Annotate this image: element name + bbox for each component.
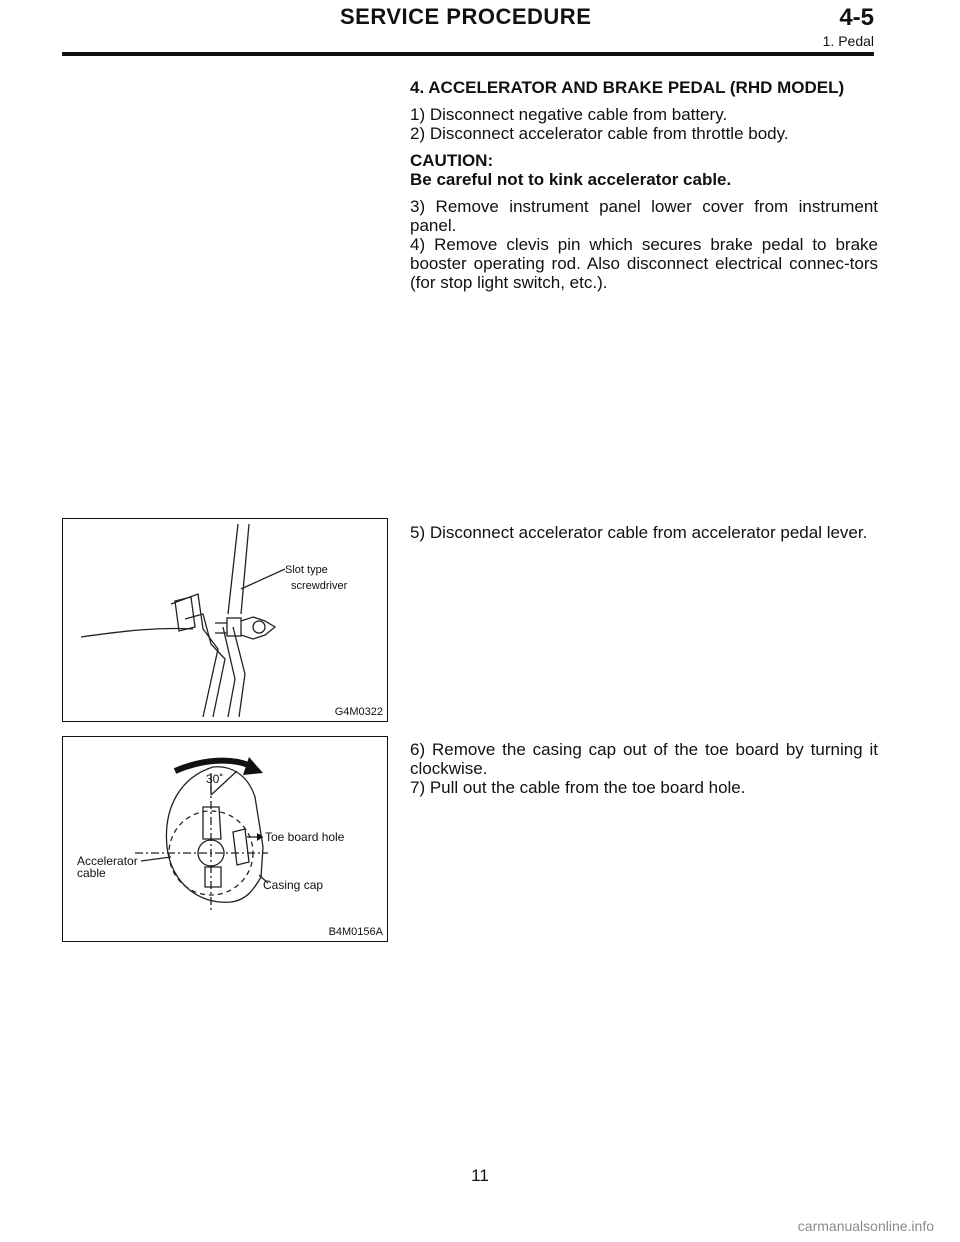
caution-heading: CAUTION: — [410, 151, 494, 170]
step-6: 6) Remove the casing cap out of the toe board by turning it clockwise. — [410, 740, 878, 778]
figure-screwdriver — [62, 518, 388, 722]
caution-text: Be careful not to kink accelerator cable. — [410, 170, 732, 189]
casing-cap-illustration — [63, 737, 387, 941]
casing-cap-label: Casing cap — [263, 878, 324, 892]
figure-casing-cap — [62, 736, 388, 942]
step-4: 4) Remove clevis pin which secures brake pedal to brake booster operating rod. Also disconnect electrical connec-tors (for stop light switch, etc.). — [410, 235, 878, 292]
screwdriver-label: screwdriver — [291, 580, 348, 592]
step-7: 7) Pull out the cable from the toe board hole. — [410, 778, 746, 797]
angle-label: 30˚ — [206, 772, 224, 786]
watermark: carmanualsonline.info — [797, 1218, 934, 1234]
section-number: 4-5 — [839, 4, 874, 31]
header-rule — [62, 52, 874, 56]
cable-label: cable — [77, 866, 106, 880]
section-heading: 4. ACCELERATOR AND BRAKE PEDAL (RHD MODEL) — [410, 78, 845, 97]
step-5: 5) Disconnect accelerator cable from accelerator pedal lever. — [410, 523, 868, 542]
toe-board-hole-label: Toe board hole — [265, 830, 345, 844]
subsection-label: 1. Pedal — [822, 33, 874, 49]
page-title: SERVICE PROCEDURE — [340, 4, 592, 29]
step-1: 1) Disconnect negative cable from battery. — [410, 105, 728, 124]
figure-code: G4M0322 — [334, 706, 383, 718]
page-number: 11 — [471, 1166, 489, 1185]
procedure-step-5 — [410, 523, 878, 542]
step-3: 3) Remove instrument panel lower cover from instrument panel. — [410, 197, 878, 235]
procedure-intro — [410, 78, 878, 292]
procedure-steps-6-7 — [410, 740, 878, 797]
accelerator-label: Accelerator — [77, 854, 138, 868]
step-2: 2) Disconnect accelerator cable from throttle body. — [410, 124, 789, 143]
figure-code: B4M0156A — [328, 926, 383, 938]
slot-type-label: Slot type — [285, 564, 328, 576]
screwdriver-illustration — [63, 519, 387, 721]
